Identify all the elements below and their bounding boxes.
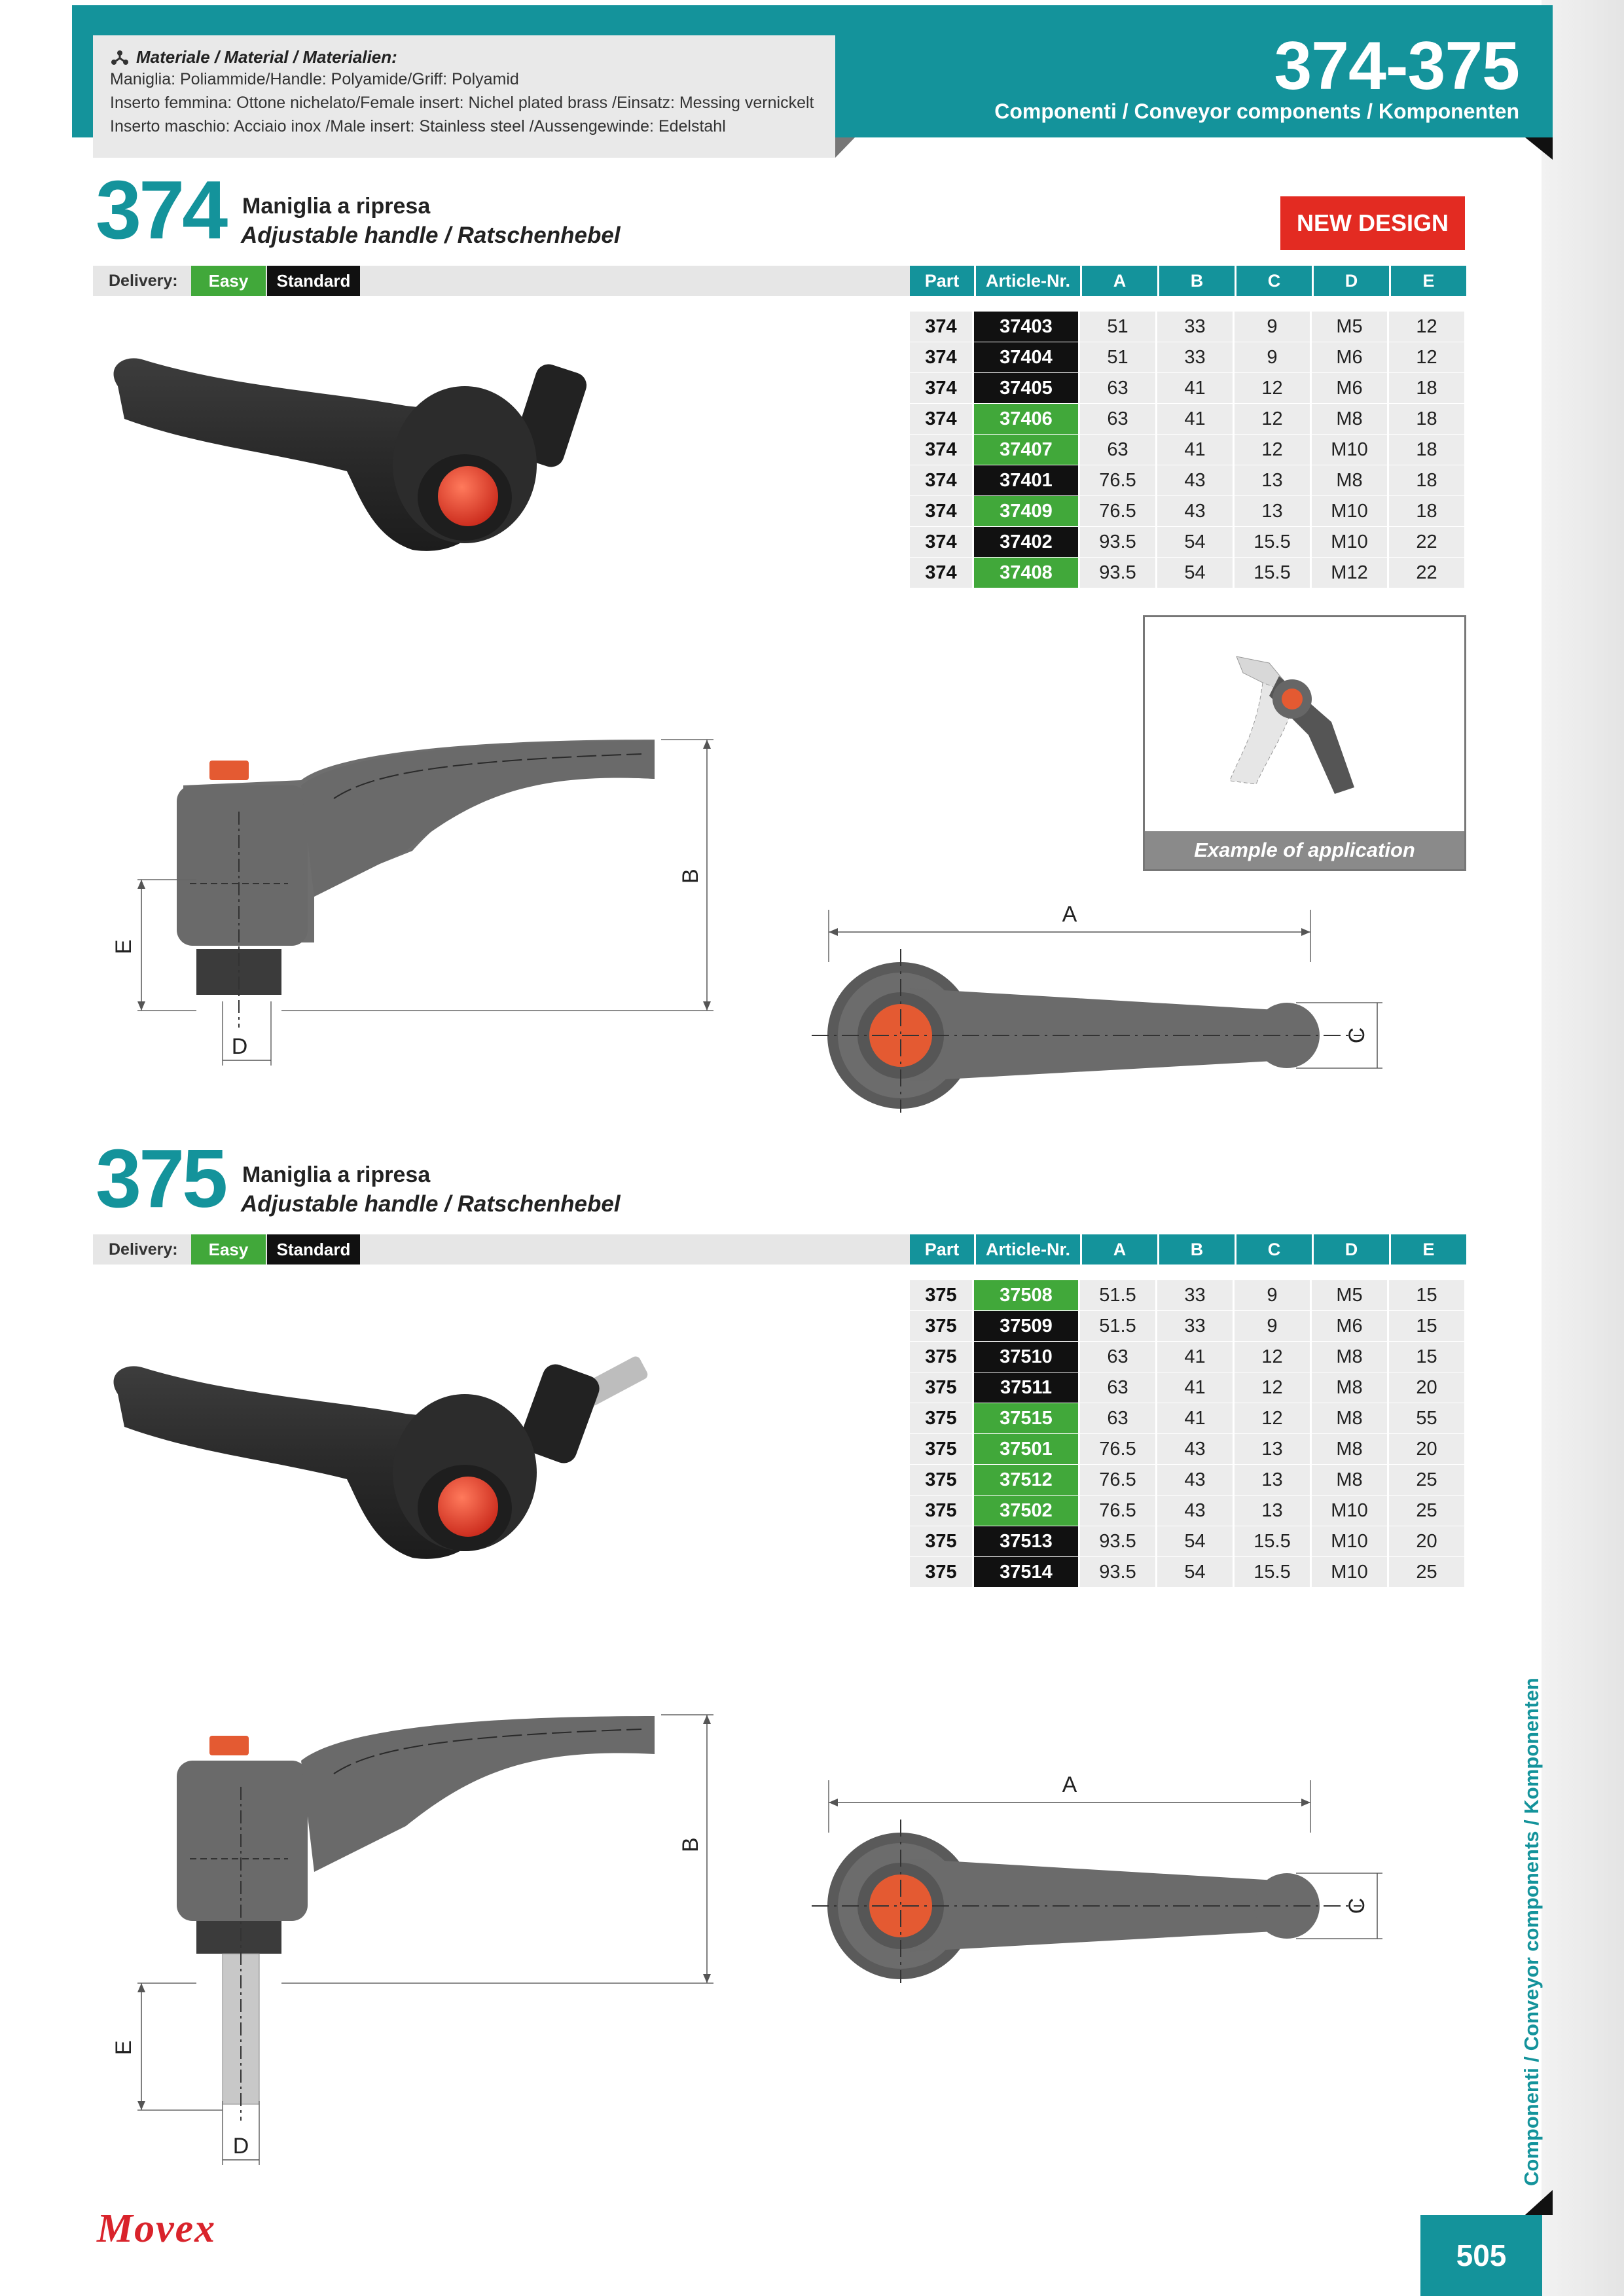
cell-part: 375 (910, 1342, 974, 1372)
dim-label-a: A (1062, 1772, 1077, 1797)
col-header-c: C (1235, 1234, 1312, 1265)
cell-e: 22 (1389, 558, 1466, 588)
cell-d: M8 (1312, 1372, 1389, 1403)
cell-b: 41 (1157, 373, 1235, 403)
dim-label-c: C (1344, 1897, 1369, 1914)
cell-article: 37514 (974, 1557, 1080, 1587)
cell-part: 375 (910, 1557, 974, 1587)
cell-article: 37407 (974, 435, 1080, 465)
application-caption: Example of application (1145, 831, 1464, 869)
cell-a: 63 (1080, 1403, 1157, 1433)
table-row (910, 1434, 1466, 1465)
col-header-part: Part (910, 1234, 974, 1265)
cell-b: 41 (1157, 1342, 1235, 1372)
cell-article: 37508 (974, 1280, 1080, 1310)
page-number: 505 (1420, 2215, 1542, 2296)
cell-c: 15.5 (1235, 1526, 1312, 1556)
cell-a: 51.5 (1080, 1311, 1157, 1341)
application-photo (1145, 617, 1464, 831)
table-row (910, 435, 1466, 465)
table-row (910, 342, 1466, 373)
col-header-c: C (1235, 266, 1312, 296)
cell-article: 37402 (974, 527, 1080, 557)
cell-b: 41 (1157, 435, 1235, 465)
cell-a: 63 (1080, 1342, 1157, 1372)
cell-part: 375 (910, 1496, 974, 1526)
footer-fold (1525, 2190, 1553, 2215)
cell-e: 18 (1389, 465, 1466, 495)
cell-part: 375 (910, 1465, 974, 1495)
cell-e: 12 (1389, 342, 1466, 372)
cell-d: M6 (1312, 342, 1389, 372)
cell-b: 33 (1157, 1280, 1235, 1310)
cell-d: M10 (1312, 435, 1389, 465)
cell-d: M5 (1312, 312, 1389, 342)
section-title-en-de: Adjustable handle / Ratschenhebel (241, 223, 621, 248)
materials-box (93, 35, 835, 158)
delivery-standard-chip: Standard (267, 1234, 360, 1265)
cell-b: 41 (1157, 1372, 1235, 1403)
cell-part: 374 (910, 465, 974, 495)
cell-part: 374 (910, 558, 974, 588)
cell-article: 37401 (974, 465, 1080, 495)
cell-d: M10 (1312, 1557, 1389, 1587)
dim-label-b: B (678, 869, 703, 884)
cell-c: 13 (1235, 496, 1312, 526)
top-view-drawing-375 (785, 1761, 1401, 1996)
cell-b: 43 (1157, 1496, 1235, 1526)
cell-d: M5 (1312, 1280, 1389, 1310)
cell-c: 12 (1235, 404, 1312, 434)
cell-article: 37515 (974, 1403, 1080, 1433)
table-row (910, 373, 1466, 404)
table-row (910, 1557, 1466, 1588)
cell-d: M10 (1312, 1496, 1389, 1526)
cell-part: 375 (910, 1434, 974, 1464)
cell-part: 375 (910, 1280, 974, 1310)
cell-d: M8 (1312, 404, 1389, 434)
cell-part: 374 (910, 527, 974, 557)
cell-d: M12 (1312, 558, 1389, 588)
cell-a: 76.5 (1080, 1496, 1157, 1526)
table-375 (910, 1280, 1466, 1588)
cell-d: M8 (1312, 1342, 1389, 1372)
cell-c: 9 (1235, 1280, 1312, 1310)
cell-c: 12 (1235, 1342, 1312, 1372)
cell-d: M8 (1312, 1434, 1389, 1464)
family-code: 374-375 (1274, 28, 1519, 104)
cell-article: 37405 (974, 373, 1080, 403)
side-strip (1542, 0, 1624, 2296)
cell-article: 37512 (974, 1465, 1080, 1495)
cell-b: 41 (1157, 1403, 1235, 1433)
col-header-article: Article-Nr. (974, 266, 1080, 296)
dim-label-c: C (1344, 1027, 1369, 1044)
col-header-e: E (1389, 1234, 1466, 1265)
delivery-easy-chip: Easy (191, 1234, 266, 1265)
cell-a: 93.5 (1080, 1526, 1157, 1556)
dim-label-d: D (231, 1034, 248, 1059)
cell-e: 25 (1389, 1557, 1466, 1587)
table-row (910, 465, 1466, 496)
cell-a: 63 (1080, 373, 1157, 403)
dim-label-a: A (1062, 902, 1077, 927)
cell-b: 54 (1157, 558, 1235, 588)
cell-a: 63 (1080, 1372, 1157, 1403)
cell-d: M10 (1312, 527, 1389, 557)
cell-e: 15 (1389, 1280, 1466, 1310)
cell-b: 43 (1157, 1434, 1235, 1464)
cell-a: 63 (1080, 435, 1157, 465)
cell-article: 37513 (974, 1526, 1080, 1556)
application-example (1143, 615, 1466, 871)
new-design-badge: NEW DESIGN (1280, 196, 1465, 250)
cell-e: 18 (1389, 435, 1466, 465)
delivery-easy-chip: Easy (191, 266, 266, 296)
side-view-drawing-375 (98, 1695, 727, 2193)
section-title-it: Maniglia a ripresa (242, 194, 431, 219)
cell-c: 9 (1235, 312, 1312, 342)
cell-c: 12 (1235, 1372, 1312, 1403)
cell-a: 51.5 (1080, 1280, 1157, 1310)
cell-b: 33 (1157, 342, 1235, 372)
cell-article: 37406 (974, 404, 1080, 434)
cell-article: 37408 (974, 558, 1080, 588)
cell-c: 15.5 (1235, 558, 1312, 588)
section-number: 375 (96, 1132, 226, 1225)
cell-c: 12 (1235, 1403, 1312, 1433)
table-header (910, 1234, 1466, 1265)
cell-part: 374 (910, 312, 974, 342)
cell-article: 37409 (974, 496, 1080, 526)
materials-title: Materiale / Material / Materialien: (136, 47, 397, 67)
cell-c: 13 (1235, 1434, 1312, 1464)
cell-c: 12 (1235, 435, 1312, 465)
cell-b: 43 (1157, 465, 1235, 495)
section-title-en-de: Adjustable handle / Ratschenhebel (241, 1191, 621, 1217)
cell-e: 25 (1389, 1496, 1466, 1526)
brand-logo: Movex (97, 2206, 217, 2251)
side-view-drawing-374 (98, 720, 727, 1086)
table-header (910, 266, 1466, 296)
cell-b: 54 (1157, 1526, 1235, 1556)
cell-d: M8 (1312, 465, 1389, 495)
cell-part: 375 (910, 1403, 974, 1433)
table-row (910, 312, 1466, 342)
cell-c: 15.5 (1235, 527, 1312, 557)
dim-label-d: D (232, 2134, 249, 2159)
delivery-label: Delivery: (109, 1240, 178, 1259)
cell-a: 93.5 (1080, 1557, 1157, 1587)
col-header-b: B (1157, 1234, 1235, 1265)
cell-e: 18 (1389, 373, 1466, 403)
table-row (910, 558, 1466, 588)
col-header-b: B (1157, 266, 1235, 296)
materials-line: Maniglia: Poliammide/Handle: Polyamide/Griff: Polyamid (110, 70, 519, 88)
cell-d: M8 (1312, 1403, 1389, 1433)
dim-label-e: E (111, 939, 136, 954)
col-header-a: A (1080, 1234, 1157, 1265)
cell-c: 12 (1235, 373, 1312, 403)
cell-part: 374 (910, 342, 974, 372)
cell-part: 375 (910, 1311, 974, 1341)
cell-c: 15.5 (1235, 1557, 1312, 1587)
cell-a: 76.5 (1080, 496, 1157, 526)
cell-e: 12 (1389, 312, 1466, 342)
cell-e: 20 (1389, 1526, 1466, 1556)
cell-article: 37403 (974, 312, 1080, 342)
cell-e: 18 (1389, 404, 1466, 434)
cell-b: 41 (1157, 404, 1235, 434)
cell-d: M10 (1312, 1526, 1389, 1556)
materials-icon (110, 49, 130, 66)
table-row (910, 1372, 1466, 1403)
cell-b: 43 (1157, 496, 1235, 526)
cell-part: 375 (910, 1526, 974, 1556)
cell-a: 76.5 (1080, 1434, 1157, 1464)
dim-label-e: E (111, 2040, 136, 2055)
cell-a: 63 (1080, 404, 1157, 434)
col-header-d: D (1312, 266, 1389, 296)
handle-photo (98, 1322, 687, 1597)
table-row (910, 496, 1466, 527)
cell-c: 9 (1235, 342, 1312, 372)
top-view-drawing-374 (785, 890, 1401, 1126)
cell-part: 374 (910, 373, 974, 403)
dim-label-b: B (678, 1837, 703, 1852)
delivery-label: Delivery: (109, 272, 178, 290)
delivery-standard-chip: Standard (267, 266, 360, 296)
cell-a: 51 (1080, 312, 1157, 342)
cell-e: 15 (1389, 1311, 1466, 1341)
cell-a: 93.5 (1080, 527, 1157, 557)
cell-part: 374 (910, 404, 974, 434)
cell-e: 25 (1389, 1465, 1466, 1495)
cell-b: 33 (1157, 1311, 1235, 1341)
materials-title-row (110, 47, 818, 67)
cell-d: M6 (1312, 373, 1389, 403)
cell-e: 20 (1389, 1434, 1466, 1464)
cell-e: 55 (1389, 1403, 1466, 1433)
side-label: Componenti / Conveyor components / Komponenten (1520, 1677, 1543, 2186)
cell-d: M8 (1312, 1465, 1389, 1495)
table-374 (910, 312, 1466, 588)
cell-article: 37502 (974, 1496, 1080, 1526)
cell-e: 18 (1389, 496, 1466, 526)
cell-article: 37404 (974, 342, 1080, 372)
table-row (910, 1280, 1466, 1311)
materials-line: Inserto maschio: Acciaio inox /Male insert: Stainless steel /Aussengewinde: Edelstahl (110, 117, 726, 135)
section-number: 374 (96, 164, 226, 256)
col-header-part: Part (910, 266, 974, 296)
cell-part: 374 (910, 496, 974, 526)
table-row (910, 404, 1466, 435)
header-fold (1525, 137, 1553, 160)
cell-b: 54 (1157, 1557, 1235, 1587)
cell-article: 37501 (974, 1434, 1080, 1464)
cell-b: 43 (1157, 1465, 1235, 1495)
cell-c: 13 (1235, 1465, 1312, 1495)
cell-d: M10 (1312, 496, 1389, 526)
cell-b: 54 (1157, 527, 1235, 557)
col-header-d: D (1312, 1234, 1389, 1265)
col-header-e: E (1389, 266, 1466, 296)
cell-part: 375 (910, 1372, 974, 1403)
cell-part: 374 (910, 435, 974, 465)
cell-c: 13 (1235, 465, 1312, 495)
family-subtitle: Componenti / Conveyor components / Komponenten (994, 99, 1519, 123)
cell-a: 51 (1080, 342, 1157, 372)
cell-article: 37511 (974, 1372, 1080, 1403)
materials-fold (835, 137, 855, 158)
handle-photo (98, 340, 674, 589)
section-title-it: Maniglia a ripresa (242, 1162, 431, 1187)
materials-line: Inserto femmina: Ottone nichelato/Female insert: Nichel plated brass /Einsatz: Messing vernickelt (110, 94, 814, 112)
cell-b: 33 (1157, 312, 1235, 342)
cell-e: 15 (1389, 1342, 1466, 1372)
cell-a: 93.5 (1080, 558, 1157, 588)
cell-e: 22 (1389, 527, 1466, 557)
table-row (910, 1342, 1466, 1372)
table-row (910, 1496, 1466, 1526)
cell-a: 76.5 (1080, 1465, 1157, 1495)
cell-c: 13 (1235, 1496, 1312, 1526)
cell-article: 37510 (974, 1342, 1080, 1372)
table-row (910, 1403, 1466, 1434)
cell-c: 9 (1235, 1311, 1312, 1341)
cell-a: 76.5 (1080, 465, 1157, 495)
cell-d: M6 (1312, 1311, 1389, 1341)
col-header-article: Article-Nr. (974, 1234, 1080, 1265)
table-row (910, 1311, 1466, 1342)
col-header-a: A (1080, 266, 1157, 296)
cell-e: 20 (1389, 1372, 1466, 1403)
table-row (910, 1465, 1466, 1496)
table-row (910, 1526, 1466, 1557)
cell-article: 37509 (974, 1311, 1080, 1341)
table-row (910, 527, 1466, 558)
